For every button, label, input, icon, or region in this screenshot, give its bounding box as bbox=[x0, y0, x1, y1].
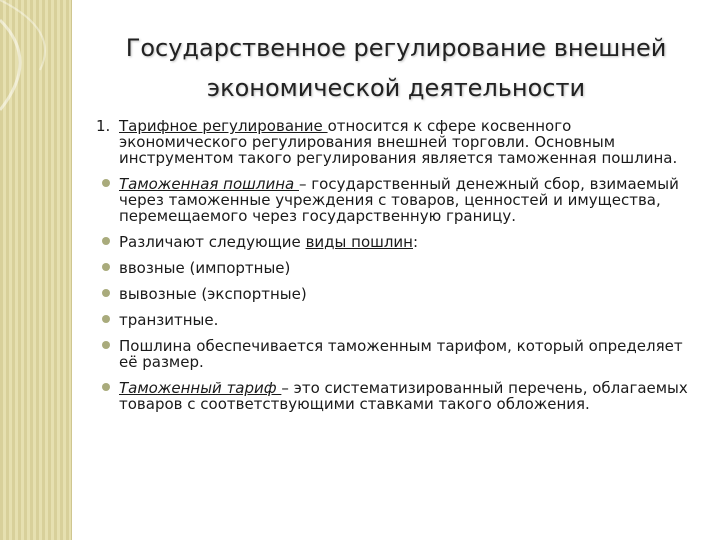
slide-title-line-1: Государственное регулирование внешней bbox=[125, 34, 667, 62]
list-item bbox=[90, 286, 690, 302]
list-item-text: виды пошлин bbox=[305, 233, 413, 251]
list-item bbox=[90, 312, 690, 328]
list-item-text: Тарифное регулирование bbox=[119, 117, 328, 135]
list-item-text: вывозные (экспортные) bbox=[119, 285, 307, 303]
list-item bbox=[90, 234, 690, 250]
list-item bbox=[90, 380, 690, 412]
list-item-text: – государственный денежный сбор, взимаемый через таможенные учреждения с товаров, ценностей и имущества, перемещаемого через государственную границу. bbox=[119, 175, 679, 225]
list-item-text: : bbox=[413, 233, 419, 251]
list-item-text: ввозные (импортные) bbox=[119, 259, 291, 277]
bullet-icon bbox=[102, 289, 110, 297]
list-item bbox=[90, 338, 690, 370]
bullet-icon bbox=[102, 237, 110, 245]
decorative-side-pattern bbox=[0, 0, 72, 540]
list-item bbox=[90, 176, 690, 224]
list-item-text: Таможенный тариф bbox=[119, 379, 282, 397]
list-item-text: Различают следующие bbox=[119, 233, 306, 251]
list-item-text: относится к сфере косвенного экономического регулирования внешней торговли. Основным инструментом такого регулирования является таможенная пошлина. bbox=[119, 117, 678, 167]
bullet-icon bbox=[102, 341, 110, 349]
list-item bbox=[90, 118, 690, 166]
bullet-icon bbox=[102, 179, 110, 187]
list-item-text: Таможенная пошлина bbox=[119, 175, 299, 193]
bullet-icon bbox=[102, 315, 110, 323]
list-item-text: – это систематизированный перечень, облагаемых товаров с соответствующими ставками такого обложения. bbox=[119, 379, 688, 413]
list-item-text: транзитные. bbox=[119, 311, 219, 329]
list-item bbox=[90, 260, 690, 276]
slide-title-line-2: экономической деятельности bbox=[206, 74, 586, 102]
bullet-icon bbox=[102, 263, 110, 271]
list-item-text: Пошлина обеспечивается таможенным тарифом, который определяет её размер. bbox=[119, 337, 683, 371]
list-number: 1. bbox=[96, 117, 111, 135]
slide-content-list bbox=[90, 118, 690, 422]
bullet-icon bbox=[102, 383, 110, 391]
